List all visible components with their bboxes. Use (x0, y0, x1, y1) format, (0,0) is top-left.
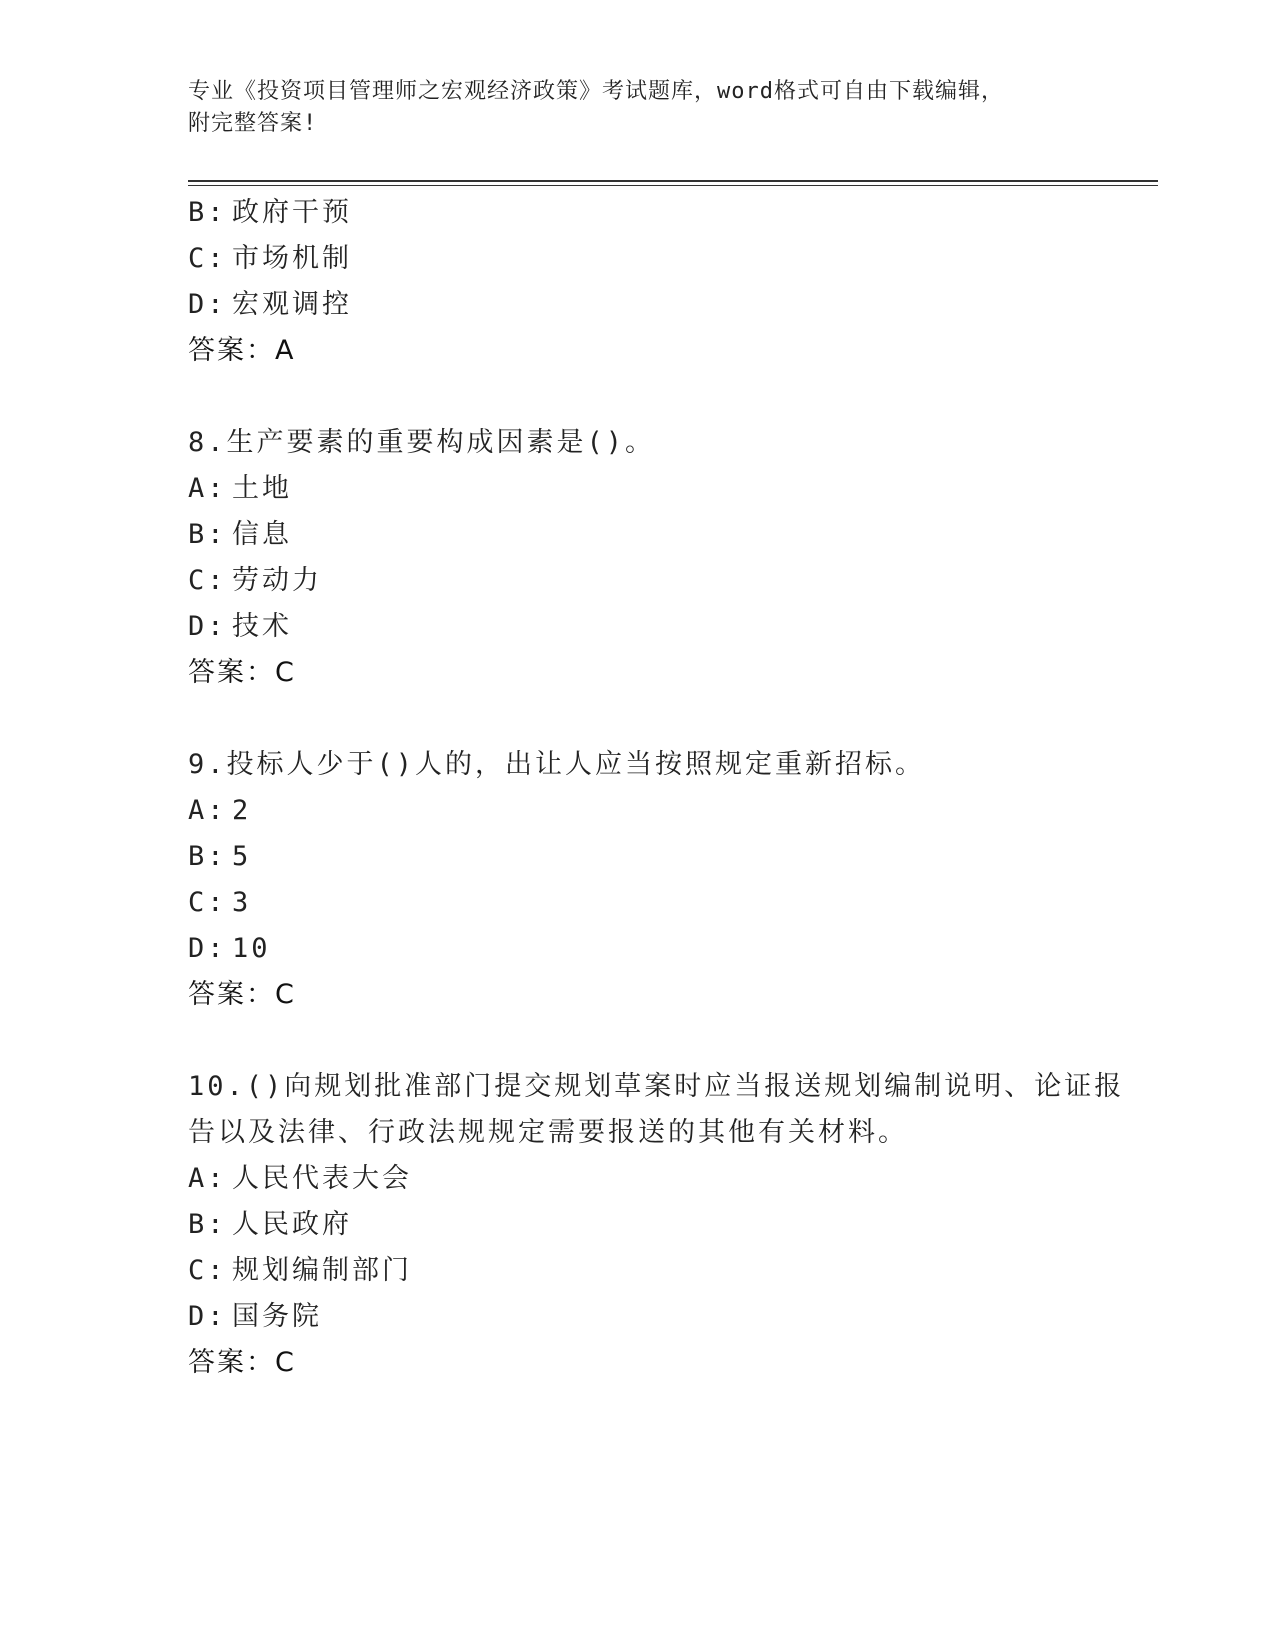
question-stem-line-1: 10.()向规划批准部门提交规划草案时应当报送规划编制说明、论证报 (188, 1071, 1125, 1102)
spacer (188, 1018, 1088, 1064)
question-stem: 8.生产要素的重要构成因素是()。 (188, 427, 656, 458)
question-list (188, 190, 1125, 1386)
option-b (188, 834, 1088, 880)
option-label: B: (188, 519, 227, 550)
option-b (188, 190, 1088, 236)
option-label: A: (188, 473, 227, 504)
option-label: A: (188, 1163, 227, 1194)
option-a (188, 788, 1088, 834)
question-stem: 9.投标人少于()人的，出让人应当按照规定重新招标。 (188, 749, 926, 780)
option-d (188, 926, 1088, 972)
question-10 (188, 1064, 1125, 1386)
option-d (188, 282, 1088, 328)
answer-line: 答案：C (188, 657, 296, 688)
option-text: 人民代表大会 (232, 1163, 412, 1194)
option-text: 2 (232, 795, 252, 826)
header-divider-thin (188, 185, 1158, 186)
option-text: 市场机制 (232, 243, 352, 274)
option-c (188, 1248, 1088, 1294)
question-9 (188, 742, 1088, 1018)
option-label: A: (188, 795, 227, 826)
option-label: C: (188, 1255, 227, 1286)
option-label: C: (188, 565, 227, 596)
option-text: 3 (232, 887, 252, 918)
option-text: 信息 (232, 519, 292, 550)
option-text: 国务院 (232, 1301, 322, 1332)
option-label: D: (188, 611, 227, 642)
answer-line: 答案：A (188, 335, 296, 366)
option-text: 5 (232, 841, 252, 872)
option-label: B: (188, 1209, 227, 1240)
option-text: 规划编制部门 (232, 1255, 412, 1286)
option-d (188, 604, 1088, 650)
option-label: D: (188, 933, 227, 964)
answer-line: 答案：C (188, 1347, 296, 1378)
option-label: B: (188, 841, 227, 872)
option-text: 劳动力 (232, 565, 322, 596)
option-label: D: (188, 1301, 227, 1332)
option-text: 人民政府 (232, 1209, 352, 1240)
option-text: 土地 (232, 473, 292, 504)
option-a (188, 1156, 1088, 1202)
option-text: 10 (232, 933, 271, 964)
option-label: B: (188, 197, 227, 228)
answer-line: 答案：C (188, 979, 296, 1010)
option-text: 宏观调控 (232, 289, 352, 320)
option-a (188, 466, 1088, 512)
option-c (188, 880, 1088, 926)
option-label: C: (188, 887, 227, 918)
option-label: D: (188, 289, 227, 320)
question-partial (188, 190, 1088, 374)
document-header (188, 76, 1088, 140)
option-d (188, 1294, 1088, 1340)
spacer (188, 696, 1088, 742)
question-stem-line-2: 告以及法律、行政法规规定需要报送的其他有关材料。 (188, 1117, 908, 1148)
option-label: C: (188, 243, 227, 274)
option-b (188, 1202, 1088, 1248)
option-text: 政府干预 (232, 197, 352, 228)
option-c (188, 558, 1088, 604)
header-line-1: 专业《投资项目管理师之宏观经济政策》考试题库，word格式可自由下载编辑， (188, 79, 1004, 104)
option-b (188, 512, 1088, 558)
header-line-2: 附完整答案! (188, 111, 318, 136)
question-8 (188, 420, 1088, 696)
header-divider-thick (188, 180, 1158, 182)
spacer (188, 374, 1088, 420)
option-c (188, 236, 1088, 282)
option-text: 技术 (232, 611, 292, 642)
